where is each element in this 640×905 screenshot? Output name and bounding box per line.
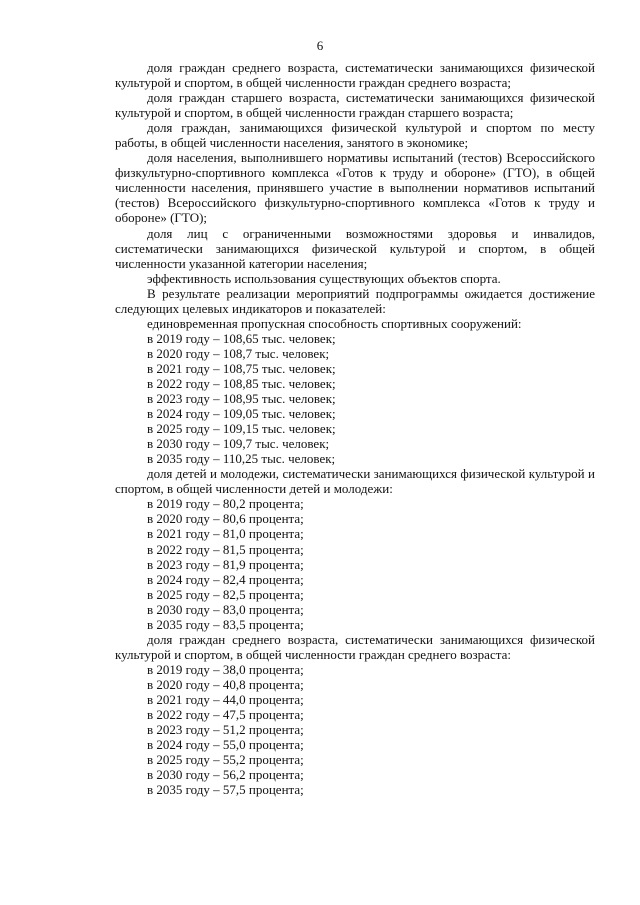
indicator-value: в 2023 году – 51,2 процента;	[147, 722, 304, 738]
indicator-heading-capacity: единовременная пропускная способность спортивных сооружений:	[147, 315, 522, 331]
paragraph-gto-share: доля населения, выполнившего нормативы испытаний (тестов) Всероссийского физкультурно-спортивного комплекса «Готов к труду и обороне» (ГТО), в общей численности населения, принявшего участие в выполнении нормативов испытаний (тестов) Всероссийского физкультурно-спортивного комплекса «Готов к труду и обороне» (ГТО);	[115, 150, 595, 226]
indicator-value: в 2019 году – 108,65 тыс. человек;	[147, 330, 336, 346]
indicator-value: в 2020 году – 40,8 процента;	[147, 676, 304, 692]
indicator-value: в 2035 году – 57,5 процента;	[147, 782, 304, 798]
indicator-value: в 2025 году – 55,2 процента;	[147, 752, 304, 768]
paragraph-senior-age-share: доля граждан старшего возраста, систематически занимающихся физической культурой и спортом, в общей численности граждан старшего возраста;	[115, 90, 595, 121]
indicator-value: в 2024 году – 109,05 тыс. человек;	[147, 406, 336, 422]
indicator-value: в 2020 году – 108,7 тыс. человек;	[147, 345, 330, 361]
indicator-value: в 2023 году – 81,9 процента;	[147, 556, 304, 572]
indicator-value: в 2019 году – 38,0 процента;	[147, 661, 304, 677]
indicator-value: в 2022 году – 81,5 процента;	[147, 541, 304, 557]
indicator-value: в 2025 году – 82,5 процента;	[147, 586, 304, 602]
indicator-value: в 2020 году – 80,6 процента;	[147, 511, 304, 527]
indicator-value: в 2030 году – 83,0 процента;	[147, 601, 304, 617]
document-body	[115, 60, 595, 797]
indicator-value: в 2021 году – 44,0 процента;	[147, 691, 304, 707]
indicator-value: в 2022 году – 108,85 тыс. человек;	[147, 375, 336, 391]
paragraph-workplace-sport-share: доля граждан, занимающихся физической культурой и спортом по месту работы, в общей численности населения, занятого в экономике;	[115, 120, 595, 151]
page-number: 6	[316, 38, 324, 53]
indicator-heading-youth: доля детей и молодежи, систематически занимающихся физической культурой и спортом, в общей численности детей и молодежи:	[115, 466, 595, 497]
indicator-value: в 2019 году – 80,2 процента;	[147, 496, 304, 512]
paragraph-middle-age-share: доля граждан среднего возраста, систематически занимающихся физической культурой и спортом, в общей численности граждан среднего возраста;	[115, 60, 595, 91]
indicator-value: в 2035 году – 83,5 процента;	[147, 616, 304, 632]
indicator-heading-middle-age: доля граждан среднего возраста, систематически занимающихся физической культурой и спортом, в общей численности граждан среднего возраста:	[115, 631, 595, 662]
indicator-value: в 2024 году – 82,4 процента;	[147, 571, 304, 587]
paragraph-expected-results: В результате реализации мероприятий подпрограммы ожидается достижение следующих целевых индикаторов и показателей:	[115, 285, 595, 316]
indicator-value: в 2022 году – 47,5 процента;	[147, 707, 304, 723]
indicator-value: в 2023 году – 108,95 тыс. человек;	[147, 391, 336, 407]
indicator-value: в 2021 году – 81,0 процента;	[147, 526, 304, 542]
indicator-value: в 2021 году – 108,75 тыс. человек;	[147, 360, 336, 376]
indicator-value: в 2024 году – 55,0 процента;	[147, 737, 304, 753]
indicator-value: в 2030 году – 56,2 процента;	[147, 767, 304, 783]
indicator-value: в 2035 году – 110,25 тыс. человек;	[147, 451, 336, 467]
indicator-value: в 2030 году – 109,7 тыс. человек;	[147, 436, 330, 452]
indicator-value: в 2025 году – 109,15 тыс. человек;	[147, 421, 336, 437]
paragraph-disabled-share: доля лиц с ограниченными возможностями здоровья и инвалидов, систематически занимающихся физической культурой и спортом, в общей численности указанной категории населения;	[115, 225, 595, 271]
paragraph-facility-efficiency: эффективность использования существующих объектов спорта.	[147, 270, 501, 286]
